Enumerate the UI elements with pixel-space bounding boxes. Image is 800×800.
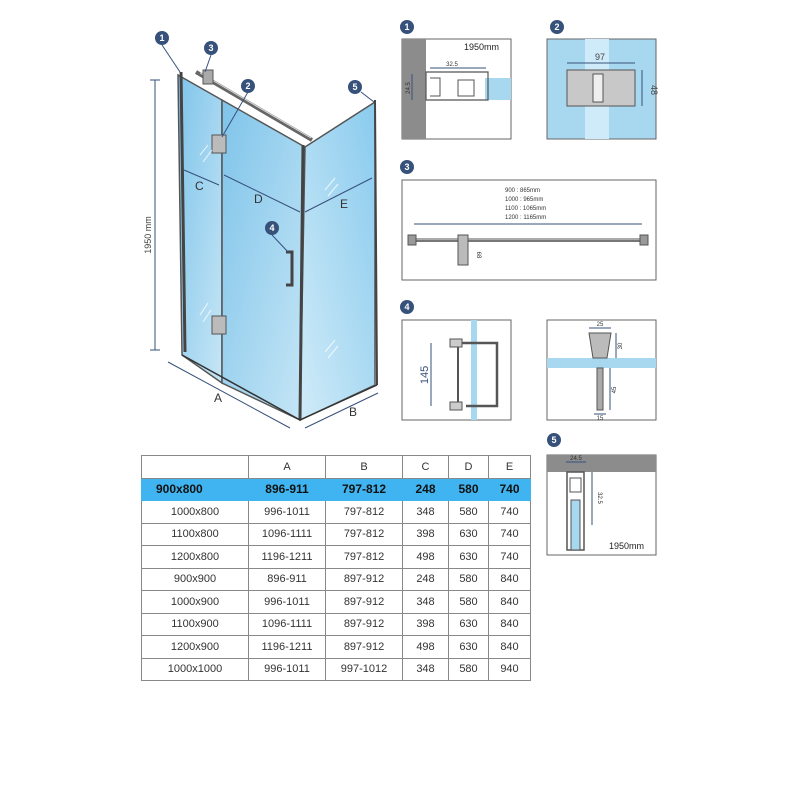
- table-cell: 897-912: [326, 568, 403, 591]
- table-cell: 348: [403, 658, 449, 681]
- table-cell: 940: [489, 658, 531, 681]
- svg-text:1: 1: [159, 33, 165, 43]
- table-cell: 896-911: [249, 478, 326, 501]
- table-header-cell: [142, 456, 249, 479]
- side-glass-panel: [300, 102, 375, 420]
- table-cell: 996-1011: [249, 501, 326, 524]
- table-cell: 398: [403, 613, 449, 636]
- table-cell: 580: [449, 501, 489, 524]
- svg-text:900 : 865mm: 900 : 865mm: [505, 188, 541, 194]
- table-cell: 1000x800: [142, 501, 249, 524]
- dim-b-label: B: [349, 405, 358, 419]
- svg-text:4: 4: [269, 223, 275, 233]
- table-cell: 740: [489, 478, 531, 501]
- table-cell: 740: [489, 501, 531, 524]
- table-cell: 348: [403, 501, 449, 524]
- height-label: 1950 mm: [143, 216, 153, 254]
- detail1-height: 1950mm: [464, 42, 500, 52]
- table-cell: 1196-1211: [249, 546, 326, 569]
- svg-text:4: 4: [404, 302, 410, 312]
- svg-text:25: 25: [596, 322, 604, 328]
- table-row: [142, 613, 531, 636]
- svg-text:145: 145: [419, 365, 431, 385]
- svg-text:3: 3: [404, 162, 410, 172]
- table-cell: 897-912: [326, 613, 403, 636]
- svg-text:5: 5: [551, 435, 557, 445]
- svg-text:1: 1: [404, 22, 410, 32]
- table-cell: 740: [489, 546, 531, 569]
- table-row: [142, 523, 531, 546]
- table-cell: 248: [403, 478, 449, 501]
- detail-5: [547, 433, 656, 555]
- table-row: [142, 658, 531, 681]
- table-cell: 580: [449, 658, 489, 681]
- svg-text:2: 2: [245, 81, 251, 91]
- table-cell: 1200x800: [142, 546, 249, 569]
- table-cell: 840: [489, 568, 531, 591]
- table-cell: 580: [449, 568, 489, 591]
- table-cell: 797-812: [326, 478, 403, 501]
- table-row: [142, 478, 531, 501]
- dim-d-label: D: [254, 192, 263, 206]
- dimensions-table: [141, 455, 531, 681]
- table-cell: 1000x900: [142, 591, 249, 614]
- table-row: [142, 568, 531, 591]
- table-cell: 248: [403, 568, 449, 591]
- dim-a-label: A: [214, 391, 223, 405]
- svg-text:32.5: 32.5: [446, 62, 458, 68]
- table-cell: 498: [403, 546, 449, 569]
- table-cell: 1200x900: [142, 636, 249, 659]
- table-cell: 797-812: [326, 501, 403, 524]
- table-cell: 1096-1111: [249, 613, 326, 636]
- table-cell: 900x800: [142, 478, 249, 501]
- table-cell: 797-812: [326, 546, 403, 569]
- svg-text:1000 : 965mm: 1000 : 965mm: [505, 197, 544, 203]
- table-cell: 896-911: [249, 568, 326, 591]
- dim-c-label: C: [195, 179, 204, 193]
- detail5-height: 1950mm: [609, 541, 645, 551]
- dim-e-label: E: [340, 197, 349, 211]
- detail-4-handle: [400, 300, 511, 420]
- table-row: [142, 591, 531, 614]
- table-cell: 1100x800: [142, 523, 249, 546]
- table-header-cell: B: [326, 456, 403, 479]
- table-row: [142, 546, 531, 569]
- svg-text:3: 3: [208, 43, 214, 53]
- table-cell: 897-912: [326, 591, 403, 614]
- table-cell: 398: [403, 523, 449, 546]
- table-cell: 498: [403, 636, 449, 659]
- svg-text:24.5: 24.5: [406, 82, 412, 94]
- stabilizer-clamp: [203, 70, 213, 84]
- table-header-cell: E: [489, 456, 531, 479]
- table-cell: 900x900: [142, 568, 249, 591]
- table-cell: 1000x1000: [142, 658, 249, 681]
- table-cell: 580: [449, 591, 489, 614]
- svg-text:97: 97: [594, 52, 606, 62]
- hinge-bottom: [212, 316, 226, 334]
- table-cell: 1096-1111: [249, 523, 326, 546]
- svg-text:15: 15: [596, 416, 604, 422]
- detail-4-section: [547, 320, 656, 422]
- table-header-cell: A: [249, 456, 326, 479]
- svg-text:5: 5: [352, 82, 358, 92]
- table-cell: 840: [489, 591, 531, 614]
- svg-text:24.5: 24.5: [570, 456, 582, 462]
- svg-text:68: 68: [475, 251, 481, 259]
- svg-text:32.5: 32.5: [596, 492, 602, 504]
- table-cell: 630: [449, 546, 489, 569]
- detail-3: [400, 160, 656, 280]
- table-cell: 897-912: [326, 636, 403, 659]
- table-cell: 996-1011: [249, 658, 326, 681]
- table-cell: 840: [489, 636, 531, 659]
- svg-text:45: 45: [612, 386, 618, 394]
- hinge-top: [212, 135, 226, 153]
- table-cell: 630: [449, 523, 489, 546]
- table-cell: 840: [489, 613, 531, 636]
- svg-text:1100 : 1065mm: 1100 : 1065mm: [505, 206, 547, 212]
- badge-1-main: [155, 31, 180, 72]
- table-cell: 348: [403, 591, 449, 614]
- table-cell: 1196-1211: [249, 636, 326, 659]
- detail-1: [400, 20, 511, 139]
- svg-text:2: 2: [554, 22, 560, 32]
- badge-3-main: [204, 41, 218, 72]
- table-cell: 740: [489, 523, 531, 546]
- table-cell: 630: [449, 636, 489, 659]
- table-header-cell: D: [449, 456, 489, 479]
- svg-text:30: 30: [618, 342, 624, 350]
- table-cell: 1100x900: [142, 613, 249, 636]
- table-cell: 997-1012: [326, 658, 403, 681]
- svg-text:1200 : 1165mm: 1200 : 1165mm: [505, 215, 547, 221]
- table-row: [142, 636, 531, 659]
- table-row: [142, 501, 531, 524]
- table-cell: 797-812: [326, 523, 403, 546]
- table-cell: 630: [449, 613, 489, 636]
- shower-enclosure: [178, 70, 377, 420]
- badge-5-main: [348, 80, 374, 102]
- svg-text:48: 48: [649, 84, 659, 96]
- table-cell: 580: [449, 478, 489, 501]
- table-header-cell: C: [403, 456, 449, 479]
- detail-2: [547, 20, 659, 139]
- table-cell: 996-1011: [249, 591, 326, 614]
- table-header-row: [142, 456, 531, 479]
